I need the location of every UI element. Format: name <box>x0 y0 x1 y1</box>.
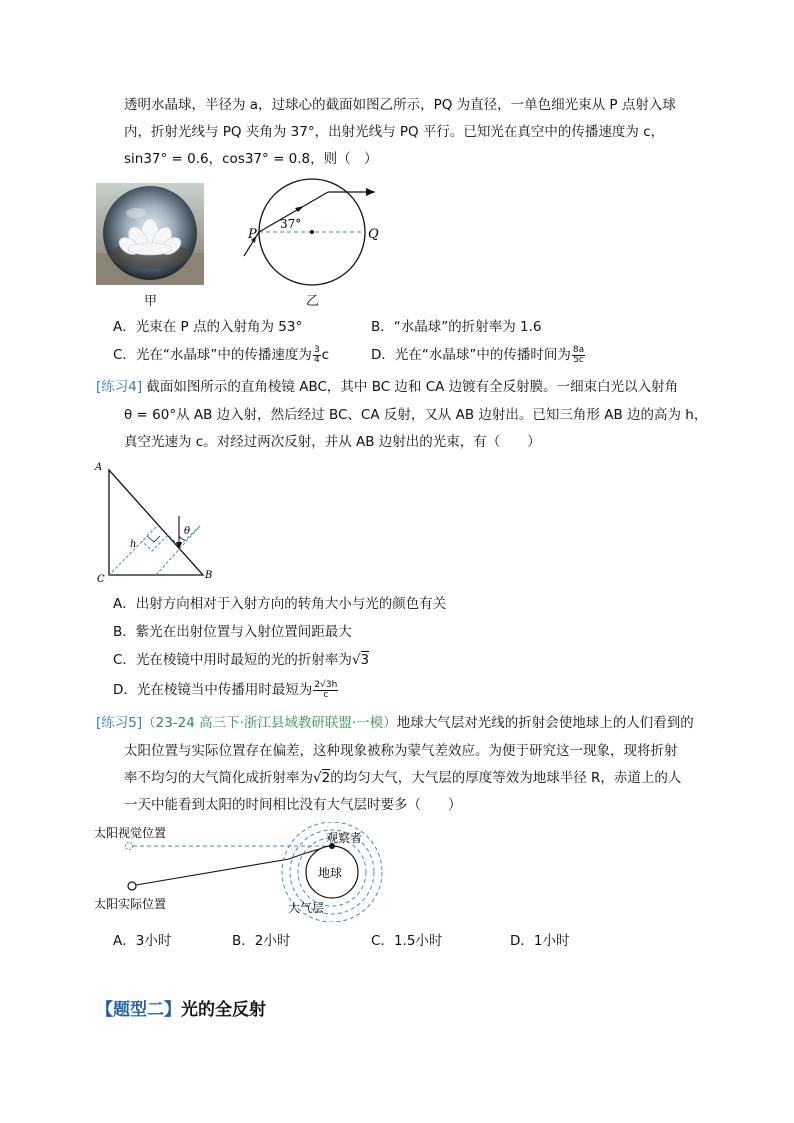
label-h: h <box>130 539 137 550</box>
actual-ray <box>136 859 289 885</box>
option-label: D． <box>510 933 534 949</box>
label-c: C <box>97 574 105 583</box>
option-label: B． <box>113 624 136 640</box>
option-text: 3小时 <box>135 933 172 949</box>
right-angle-mark <box>147 536 160 542</box>
q5-option-a <box>113 931 171 951</box>
heading-type: 题型二 <box>113 1000 164 1020</box>
q5-line-4: 一天中能看到太阳的时间相比没有大气层时要多（ ） <box>124 797 462 813</box>
q-crystal-line-2: 内，折射光线与 PQ 夹角为 37°，出射光线与 PQ 平行。已知光在真空中的传播速度为 c， <box>124 124 665 140</box>
q4-text-1: 截面如图所示的直角棱镜 ABC，其中 BC 边和 CA 边镀有全反射膜。一细束白光以入射角 <box>146 379 679 395</box>
q5-line-1 <box>96 713 694 733</box>
q5-option-c <box>371 931 442 951</box>
option-text: 紫光在出射位置与入射位置间距最大 <box>135 624 352 640</box>
fraction <box>313 346 321 365</box>
section-heading <box>96 998 266 1022</box>
option-text: 光束在 P 点的入射角为 53° <box>135 319 303 335</box>
option-label: C． <box>113 347 136 363</box>
exercise-tag: [练习5] <box>96 715 143 731</box>
q-crystal-option-d <box>371 345 586 365</box>
figure-label-yi: 乙 <box>306 294 320 309</box>
heading-bracket-close: 】 <box>164 1000 181 1020</box>
q4-line-2: θ = 60°从 AB 边入射，然后经过 BC、CA 反射，又从 AB 边射出。已知三角形 AB 边的高为 h， <box>124 407 708 423</box>
option-label: A． <box>113 596 136 612</box>
q-crystal-option-b <box>371 317 542 337</box>
q-crystal-option-c <box>113 345 329 365</box>
crystal-ball-photo <box>96 183 204 285</box>
sqrt-symbol: √ <box>351 652 361 668</box>
label-theta: θ <box>184 526 191 537</box>
option-text: 光在“水晶球”中的传播时间为 <box>394 347 571 363</box>
label-q: Q <box>368 227 379 242</box>
q5-option-b <box>232 931 290 951</box>
option-text: 2小时 <box>254 933 291 949</box>
option-text: 光在棱镜当中传播用时最短为 <box>136 682 313 698</box>
option-label: D． <box>371 347 395 363</box>
label-atmosphere: 大气层 <box>288 901 325 915</box>
exercise-tag: [练习4] <box>96 379 143 395</box>
refracted-arrow <box>295 206 304 212</box>
option-label: A． <box>113 933 136 949</box>
prism-diagram <box>92 458 222 583</box>
figure-label-jia: 甲 <box>144 294 158 309</box>
exercise-source: （23-24 高三下·浙江县域教研联盟·一模） <box>142 715 397 731</box>
q4-option-a <box>113 594 446 614</box>
center-dot <box>310 230 314 234</box>
crystal-ball-diagram <box>232 170 392 295</box>
q-crystal-line-1: 透明水晶球，半径为 a，过球心的截面如图乙所示，PQ 为直径，一单色细光束从 P 点射入球 <box>124 97 676 113</box>
sun-actual-position <box>128 882 136 890</box>
fraction-numerator: 2√3h <box>314 679 338 690</box>
exit-arrow <box>366 188 375 196</box>
option-text: 1小时 <box>533 933 570 949</box>
q5-option-d <box>510 931 570 951</box>
option-label: A． <box>113 319 136 335</box>
q4-option-c <box>113 650 369 670</box>
q4-line-1 <box>96 377 678 397</box>
atmosphere-diagram <box>88 822 388 922</box>
option-label: C． <box>113 652 136 668</box>
q4-line-3: 真空光速为 c。对经过两次反射，并从 AB 边射出的光束，有（ ） <box>124 434 541 450</box>
q4-option-d <box>113 680 339 700</box>
sqrt-value: 3 <box>360 652 370 668</box>
label-p: P <box>248 227 257 242</box>
option-label: C． <box>371 933 394 949</box>
label-b: B <box>205 570 213 581</box>
q5-line-2: 太阳位置与实际位置存在偏差，这种现象被称为蒙气差效应。为便于研究这一现象，现将折射 <box>124 743 678 759</box>
q5-text-1: 地球大气层对光线的折射会使地球上的人们看到的 <box>396 715 694 731</box>
label-sun-visual: 太阳视觉位置 <box>94 826 167 840</box>
option-label: B． <box>232 933 255 949</box>
option-label: B． <box>371 319 394 335</box>
label-sun-actual: 太阳实际位置 <box>94 897 167 911</box>
q5-text-3a: 率不均匀的大气简化成折射率为 <box>124 770 313 786</box>
light-path <box>156 526 200 575</box>
fraction-numerator: 3 <box>313 344 320 355</box>
fraction-denominator: 4 <box>313 354 320 365</box>
q4-option-b <box>113 622 352 642</box>
sqrt-value: 2 <box>321 770 331 786</box>
q-crystal-option-a <box>113 317 302 337</box>
sun-visual-position <box>126 843 133 850</box>
sqrt-symbol: √ <box>313 770 322 786</box>
option-text: 1.5小时 <box>393 933 443 949</box>
option-text: 光在“水晶球”中的传播速度为 <box>135 347 312 363</box>
option-text: “水晶球”的折射率为 1.6 <box>393 319 542 335</box>
fraction-numerator: 8a <box>572 344 585 355</box>
label-observer: 观察者 <box>326 831 363 845</box>
crystal-ball-photo-svg <box>96 183 204 285</box>
option-label: D． <box>113 682 137 698</box>
prism-abc <box>109 470 203 575</box>
option-text: 光在棱镜中用时最短的光的折射率为 <box>135 652 352 668</box>
heading-title: 光的全反射 <box>181 1000 266 1020</box>
q-crystal-line-3: sin37° = 0.6，cos37° = 0.8，则（ ） <box>124 151 378 167</box>
fraction-denominator: 5c <box>573 354 584 365</box>
fraction <box>313 681 338 700</box>
heading-bracket-open: 【 <box>96 1000 113 1020</box>
label-a: A <box>95 462 103 473</box>
label-angle-37: 37° <box>280 217 302 231</box>
option-tail: c <box>321 347 330 363</box>
height-h <box>109 527 156 575</box>
q5-line-3 <box>124 768 681 788</box>
label-earth: 地球 <box>318 866 343 880</box>
q5-text-3b: 的均匀大气，大气层的厚度等效为地球半径 R，赤道上的人 <box>330 770 682 786</box>
fraction <box>572 346 585 365</box>
option-text: 出射方向相对于入射方向的转角大小与光的颜色有关 <box>135 596 447 612</box>
fraction-denominator: c <box>323 689 329 700</box>
